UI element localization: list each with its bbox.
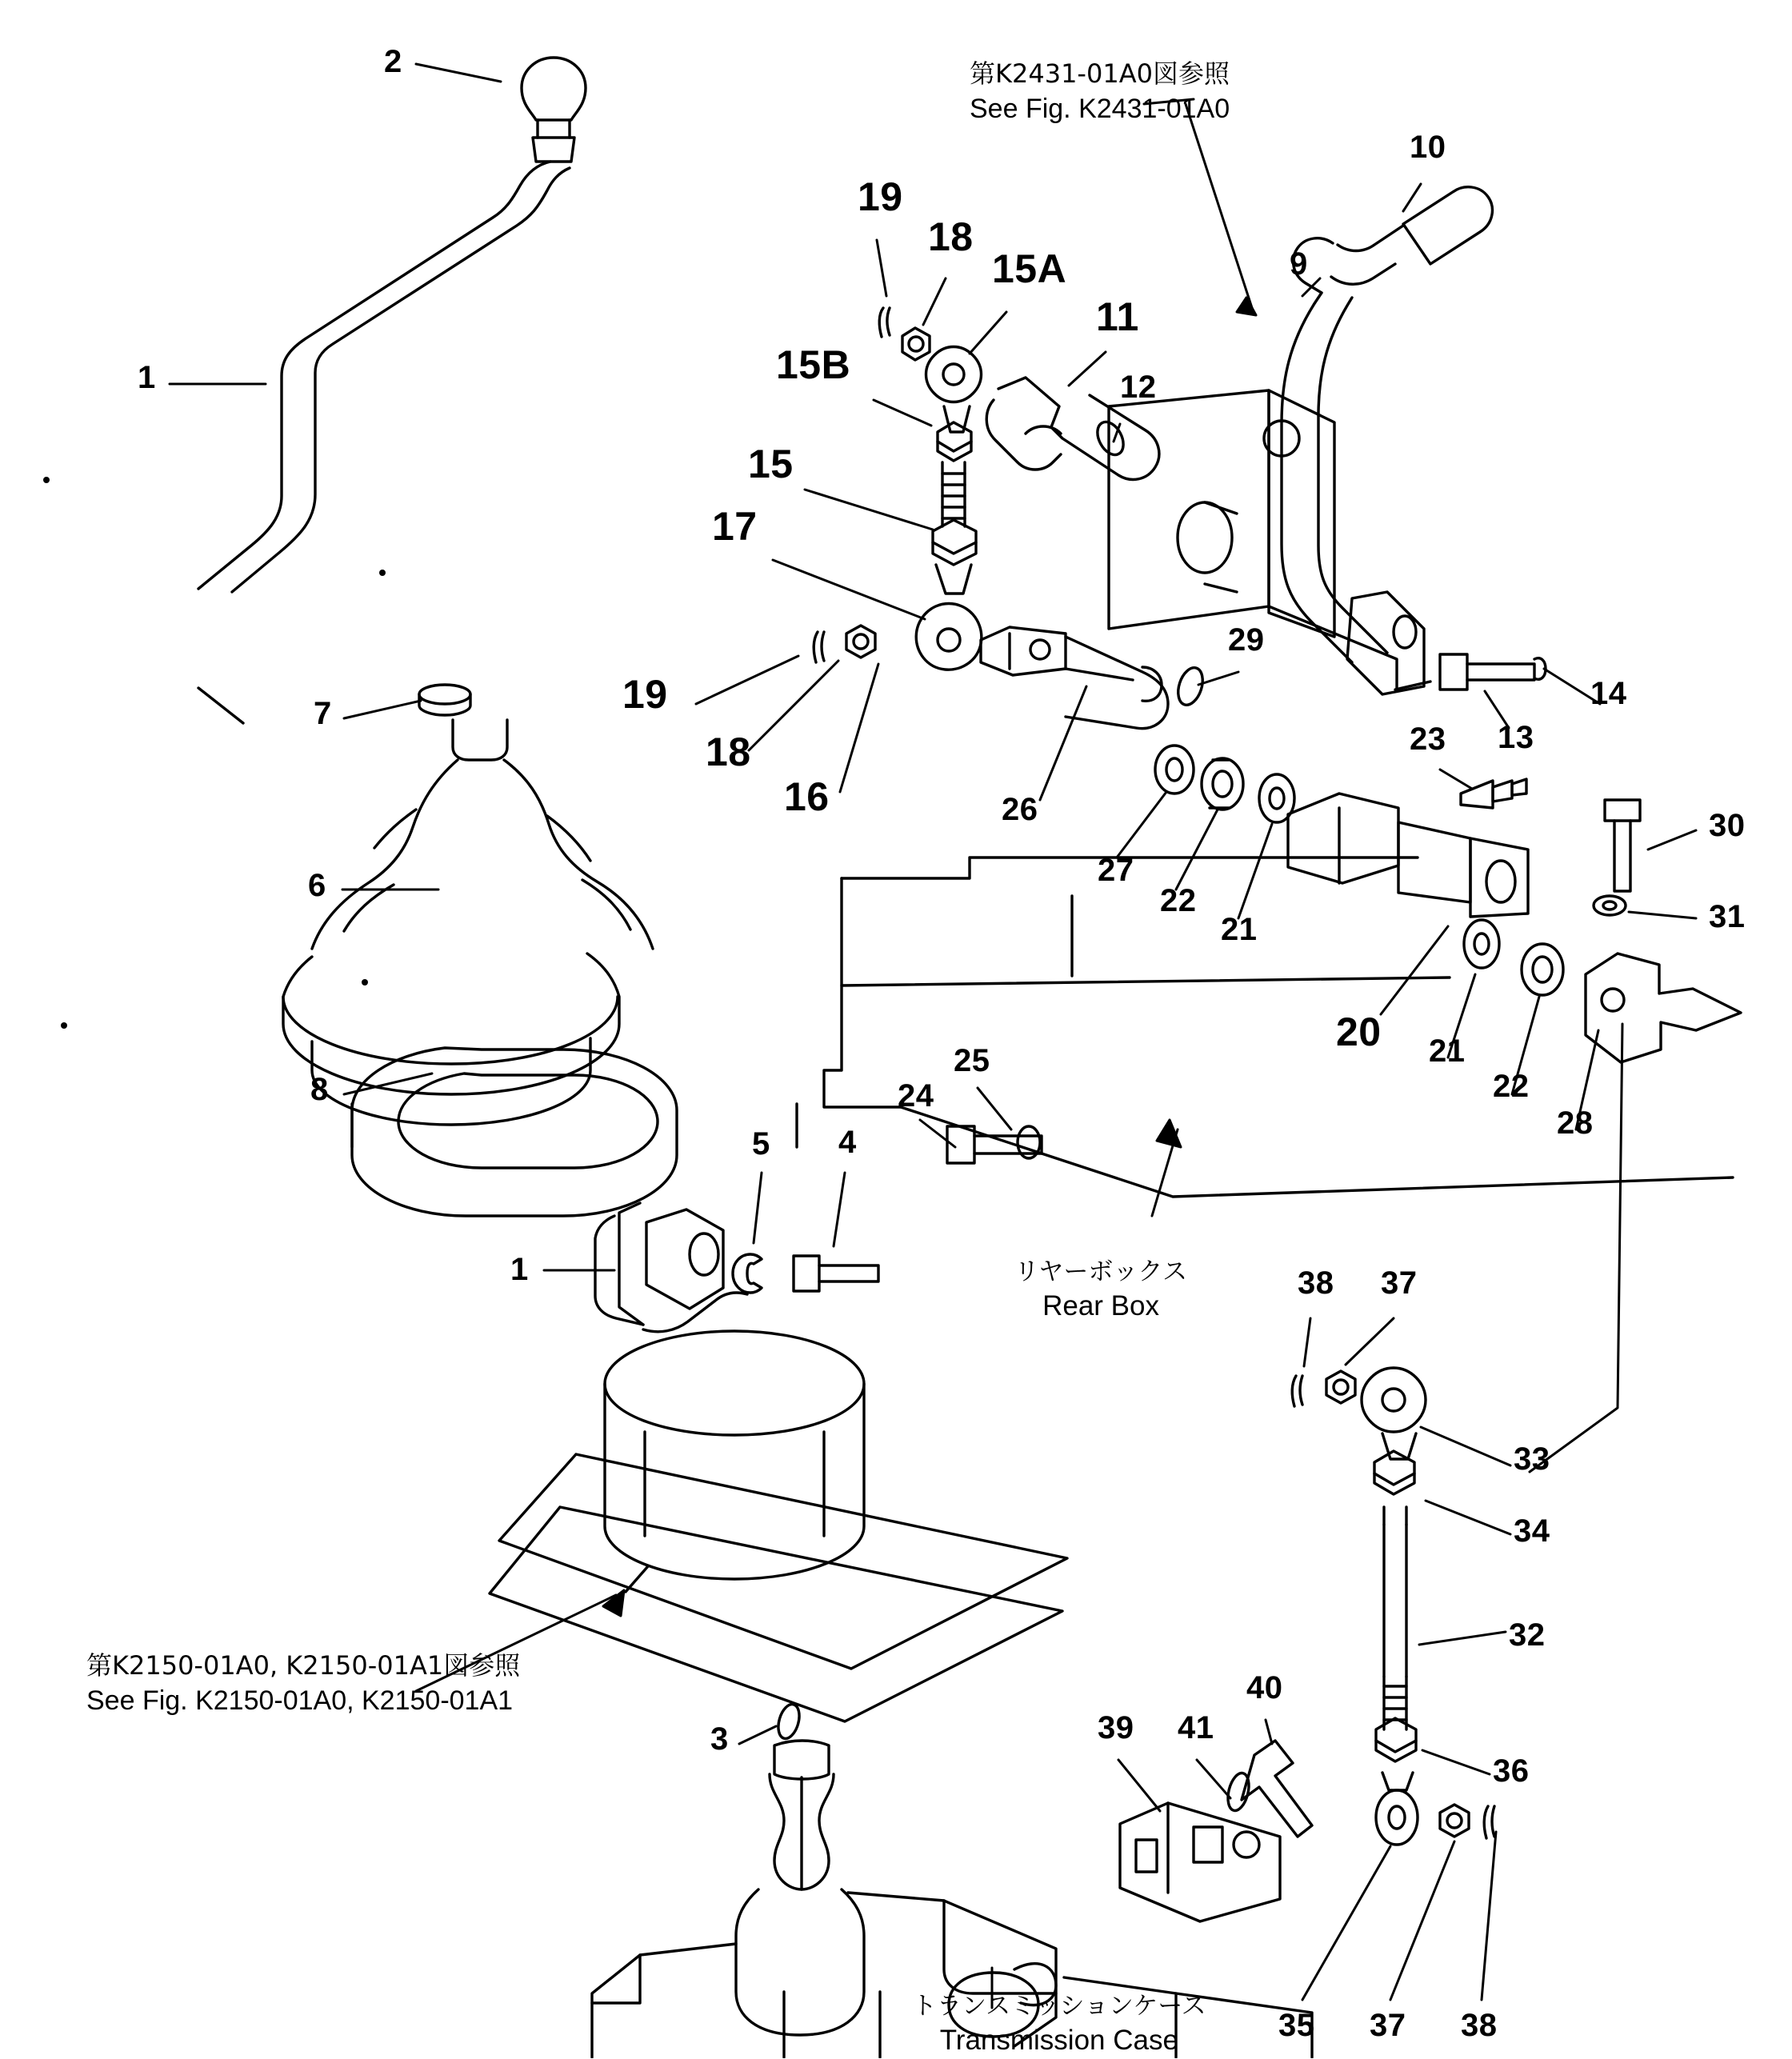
part-rear-box — [824, 858, 1733, 1197]
part-washer-27 — [1155, 746, 1194, 794]
leader-15A — [970, 312, 1006, 354]
note-k2431-jp: 第K2431-01A0図参照 — [970, 58, 1230, 89]
leader-23 — [1440, 770, 1472, 789]
part-clip-5 — [733, 1254, 762, 1293]
callout-13: 13 — [1498, 720, 1534, 755]
leader-19b — [696, 656, 798, 704]
part-washer-22b — [1522, 944, 1563, 995]
leader-7 — [344, 701, 421, 718]
callout-23: 23 — [1410, 722, 1446, 757]
callout-11: 11 — [1096, 294, 1139, 339]
leader-11 — [1069, 352, 1106, 386]
callout-4: 4 — [838, 1125, 857, 1160]
callout-31: 31 — [1709, 899, 1746, 934]
callout-22-a: 22 — [1160, 883, 1197, 918]
part-bolt-30 — [1605, 800, 1640, 891]
leader-36 — [1422, 1750, 1490, 1774]
callout-32: 32 — [1509, 1617, 1546, 1653]
note-k2150-en: See Fig. K2150-01A0, K2150-01A1 — [86, 1685, 514, 1716]
part-washer-31 — [1594, 896, 1626, 915]
callout-17: 17 — [712, 504, 758, 549]
callout-36: 36 — [1493, 1753, 1530, 1789]
leader-40 — [1266, 1720, 1272, 1744]
part-spacer-29 — [1174, 665, 1206, 708]
part-plate-3 — [490, 1331, 1067, 1721]
callout-41: 41 — [1178, 1710, 1214, 1745]
callout-6: 6 — [308, 868, 326, 903]
callout-15A: 15A — [992, 246, 1067, 291]
leader-38b — [1482, 1832, 1496, 2000]
leader-35 — [1302, 1846, 1390, 2000]
callout-1-a: 1 — [138, 360, 156, 395]
part-nut-21b — [1464, 920, 1499, 968]
leader-10 — [1403, 184, 1421, 211]
leader-20 — [1381, 926, 1448, 1014]
part-fitting-23 — [1461, 779, 1526, 808]
caption-rear-box-jp: リヤーボックス — [1014, 1257, 1188, 1286]
part-pin-3 — [774, 1702, 802, 1741]
leader-30 — [1648, 830, 1696, 850]
leader-2 — [416, 64, 501, 82]
leader-39 — [1118, 1760, 1160, 1811]
part-block-20 — [1288, 794, 1528, 917]
callout-14: 14 — [1590, 676, 1627, 711]
callout-5: 5 — [752, 1126, 770, 1161]
leader-33 — [1421, 1427, 1510, 1465]
leader-5 — [754, 1173, 762, 1243]
callout-10: 10 — [1410, 130, 1446, 165]
callout-27: 27 — [1098, 853, 1134, 888]
callout-37-a: 37 — [1381, 1265, 1418, 1301]
callout-40: 40 — [1246, 1670, 1283, 1705]
leader-4 — [834, 1173, 845, 1246]
part-knob-2 — [522, 58, 586, 162]
leader-3 — [739, 1726, 776, 1744]
callout-19-a: 19 — [858, 174, 903, 219]
part-bolt-13 — [1440, 654, 1546, 690]
callout-7: 7 — [314, 696, 332, 731]
leader-34 — [1426, 1501, 1510, 1534]
leader-38a — [1304, 1318, 1310, 1366]
leader-18a — [923, 278, 946, 325]
callout-2: 2 — [384, 44, 402, 79]
leader-15B — [874, 400, 931, 426]
leader-31 — [1629, 912, 1696, 918]
callout-21-b: 21 — [1429, 1033, 1466, 1069]
callout-28: 28 — [1557, 1105, 1594, 1141]
callout-34: 34 — [1514, 1513, 1550, 1549]
leader-37a — [1346, 1318, 1394, 1365]
caption-transmission-case-en: Transmission Case — [939, 2025, 1178, 2057]
caption-transmission-case-jp: トランスミッションケース — [912, 1992, 1206, 2021]
leader-37b — [1390, 1841, 1454, 2000]
leader-22a — [1176, 810, 1218, 890]
callout-20: 20 — [1336, 1010, 1382, 1054]
callout-12: 12 — [1120, 370, 1157, 405]
callout-29: 29 — [1228, 622, 1265, 658]
leader-41 — [1197, 1760, 1230, 1798]
part-lever-9-10 — [1282, 187, 1492, 694]
part-yoke-28 — [1586, 954, 1741, 1062]
part-boot-6 — [283, 720, 653, 1125]
leader-16 — [840, 664, 878, 792]
callout-37-b: 37 — [1370, 2008, 1406, 2043]
callout-1-b: 1 — [510, 1252, 529, 1287]
leader-27 — [1117, 792, 1166, 858]
part-washer-7 — [419, 685, 470, 715]
callout-39: 39 — [1098, 1710, 1134, 1745]
callout-24: 24 — [898, 1078, 934, 1113]
callout-16: 16 — [784, 774, 830, 819]
note-k2431-en: See Fig. K2431-01A0 — [970, 93, 1230, 124]
note-see-fig-k2150 — [86, 1649, 520, 1718]
part-washer-22a — [1202, 758, 1243, 810]
note-see-fig-k2431 — [970, 58, 1230, 126]
callout-19-b: 19 — [622, 672, 668, 717]
callout-21-a: 21 — [1221, 912, 1258, 947]
leader-15 — [805, 490, 933, 530]
note-k2150-jp: 第K2150-01A0, K2150-01A1図参照 — [86, 1650, 521, 1681]
callout-3: 3 — [710, 1721, 729, 1757]
callout-18-b: 18 — [706, 730, 751, 774]
callout-25: 25 — [954, 1043, 990, 1078]
callout-38-a: 38 — [1298, 1265, 1334, 1301]
leader-19a — [877, 240, 886, 296]
leader-32 — [1419, 1632, 1506, 1645]
leader-29 — [1198, 672, 1238, 685]
callout-35: 35 — [1278, 2008, 1315, 2043]
part-bolt-40 — [1242, 1741, 1312, 1837]
callout-38-b: 38 — [1461, 2008, 1498, 2043]
leader-25 — [978, 1088, 1011, 1129]
part-lever-1-upper — [198, 162, 570, 723]
caption-transmission-case — [912, 1990, 1206, 2059]
leader-21a — [1238, 824, 1272, 918]
leader-28-long — [1530, 1024, 1622, 1472]
part-bolt-4 — [794, 1256, 878, 1291]
caption-rear-box — [1014, 1256, 1187, 1325]
leader-17 — [773, 560, 925, 619]
leader-26 — [1040, 686, 1086, 800]
part-lever-39 — [1120, 1803, 1280, 1921]
leader-note-k2431-arrow — [1186, 104, 1253, 310]
callout-30: 30 — [1709, 808, 1746, 843]
callout-33: 33 — [1514, 1441, 1550, 1477]
callout-26: 26 — [1002, 792, 1038, 827]
caption-rear-box-en: Rear Box — [1042, 1290, 1159, 1322]
callout-22-b: 22 — [1493, 1069, 1530, 1104]
part-lever-1-lower — [595, 1203, 747, 1332]
callout-15: 15 — [748, 442, 794, 486]
callout-18-a: 18 — [928, 214, 974, 259]
callout-8: 8 — [310, 1072, 329, 1107]
callout-9: 9 — [1290, 246, 1308, 282]
part-rod-assembly — [1292, 1368, 1494, 1845]
callout-15B: 15B — [776, 342, 851, 387]
